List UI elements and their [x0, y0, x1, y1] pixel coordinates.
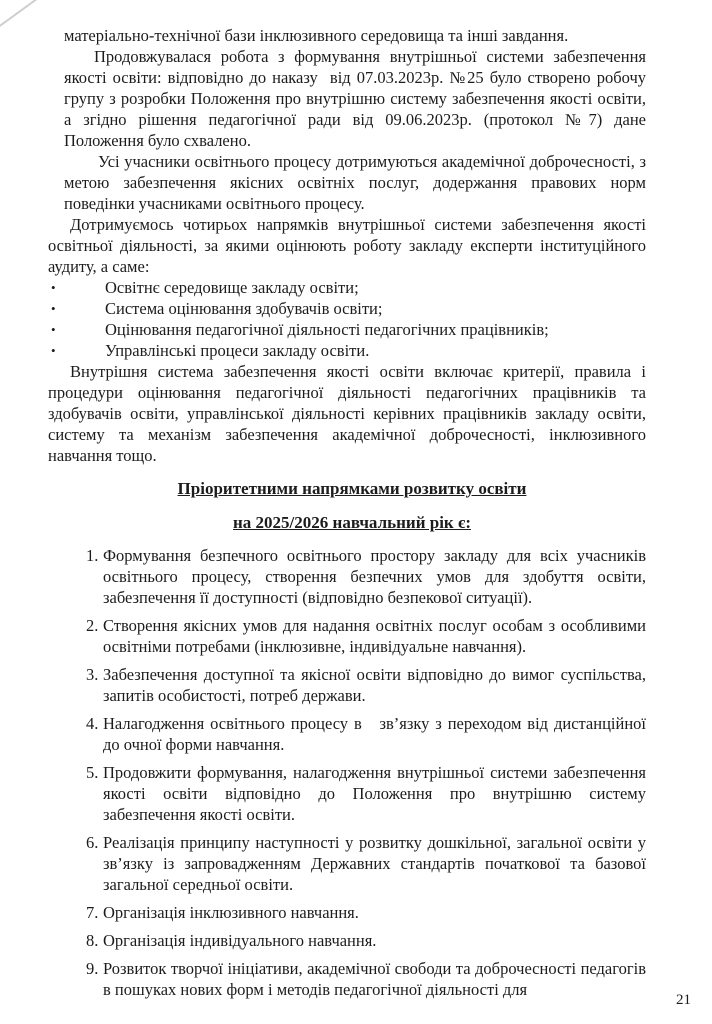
- list-item-text: Організація індивідуального навчання.: [103, 931, 377, 950]
- list-item-number: 3.: [86, 665, 99, 684]
- list-item: [86, 958, 646, 1000]
- list-item: [86, 762, 646, 825]
- paragraph-four-directions: Дотримуємось чотирьох напрямків внутрішньої системи забезпечення якості освітньої діяльності, за якими оцінюють роботу закладу експерти інституційного аудиту, а саме:: [48, 215, 646, 276]
- list-item: [86, 713, 646, 755]
- list-item-text: Забезпечення доступної та якісної освіти відповідно до вимог суспільства, запитів особистості, потреб держави.: [103, 665, 646, 705]
- list-item: [86, 930, 646, 951]
- list-item-number: 9.: [86, 959, 99, 978]
- bullet-item-label: Управлінські процеси закладу освіти.: [105, 341, 370, 360]
- list-item: [86, 545, 646, 608]
- list-item-text: Розвиток творчої ініціативи, академічної свободи та доброчесності педагогів в пошуках нових форм і методів педагогічної діяльності для: [103, 959, 646, 999]
- section-heading-line-2: на 2025/2026 навчальний рік є:: [233, 513, 471, 532]
- bullet-item: [47, 277, 646, 298]
- bullet-item: [47, 340, 646, 361]
- numbered-list: [86, 545, 646, 1000]
- list-item-text: Продовжити формування, налагодження внутрішньої системи забезпечення якості освіти відповідно до Положення про внутрішню систему забезпечення якості освіти.: [103, 763, 646, 824]
- list-item-text: Організація інклюзивного навчання.: [103, 903, 359, 922]
- paragraph-continuation: матеріально-технічної бази інклюзивного середовища та інші завдання.: [64, 26, 569, 45]
- list-item-number: 1.: [86, 546, 99, 565]
- list-item-text: Створення якісних умов для надання освітніх послуг особам з особливими освітніми потребами (інклюзивне, індивідуальне навчання).: [103, 616, 646, 656]
- paragraph-academic-integrity: Усі учасники освітнього процесу дотримуються академічної доброчесності, з метою забезпечення якісних освітніх послуг, додержання правових норм поведінки учасниками освітнього процесу.: [64, 152, 646, 213]
- list-item-number: 4.: [86, 714, 99, 733]
- bullet-item-label: Оцінювання педагогічної діяльності педагогічних працівників;: [105, 320, 549, 339]
- list-item: [86, 664, 646, 706]
- bullet-list: [47, 277, 646, 361]
- section-heading-line-1: Пріоритетними напрямками розвитку освіти: [177, 479, 527, 498]
- bullet-item: [47, 319, 646, 340]
- bullet-item-label: Освітнє середовище закладу освіти;: [105, 278, 359, 297]
- list-item-text: Формування безпечного освітнього простору закладу для всіх учасників освітнього процесу, створення безпечних умов для здобуття освіти, забезпечення її доступності (відповідно безпекової ситуації).: [103, 546, 646, 607]
- bullet-marker-icon: •: [51, 301, 56, 316]
- list-item-text: Налагодження освітнього процесу в зв’язку з переходом від дистанційної до очної форми навчання.: [103, 714, 646, 754]
- bullet-marker-icon: •: [51, 343, 56, 358]
- paragraph-system-criteria: Внутрішня система забезпечення якості освіти включає критерії, правила і процедури оцінювання педагогічної діяльності педагогічних працівників та здобувачів освіти, управлінської діяльності керівних працівників закладу освіти, систему та механізм забезпечення академічної доброчесності, інклюзивного навчання тощо.: [48, 362, 646, 465]
- page-number: 21: [676, 992, 691, 1008]
- bullet-item-label: Система оцінювання здобувачів освіти;: [105, 299, 383, 318]
- list-item: [86, 902, 646, 923]
- list-item: [86, 615, 646, 657]
- list-item-number: 8.: [86, 931, 99, 950]
- bullet-marker-icon: •: [51, 322, 56, 337]
- list-item-text: Реалізація принципу наступності у розвитку дошкільної, загальної освіти у зв’язку із запровадженням Державних стандартів початкової та базової загальної середньої освіти.: [103, 833, 646, 894]
- list-item-number: 5.: [86, 763, 99, 782]
- list-item-number: 7.: [86, 903, 99, 922]
- bullet-item: [47, 298, 646, 319]
- list-item-number: 6.: [86, 833, 99, 852]
- bullet-marker-icon: •: [51, 280, 56, 295]
- list-item-number: 2.: [86, 616, 99, 635]
- paragraph-quality-system-order: Продовжувалася робота з формування внутрішньої системи забезпечення якості освіти: відповідно до наказу від 07.03.2023р. №25 було створено робочу групу з розробки Положення про внутрішню систему забезпечення якості освіти, а згідно рішення педагогічної ради від 09.06.2023р. (протокол №7) дане Положення було схвалено.: [64, 47, 646, 150]
- list-item: [86, 832, 646, 895]
